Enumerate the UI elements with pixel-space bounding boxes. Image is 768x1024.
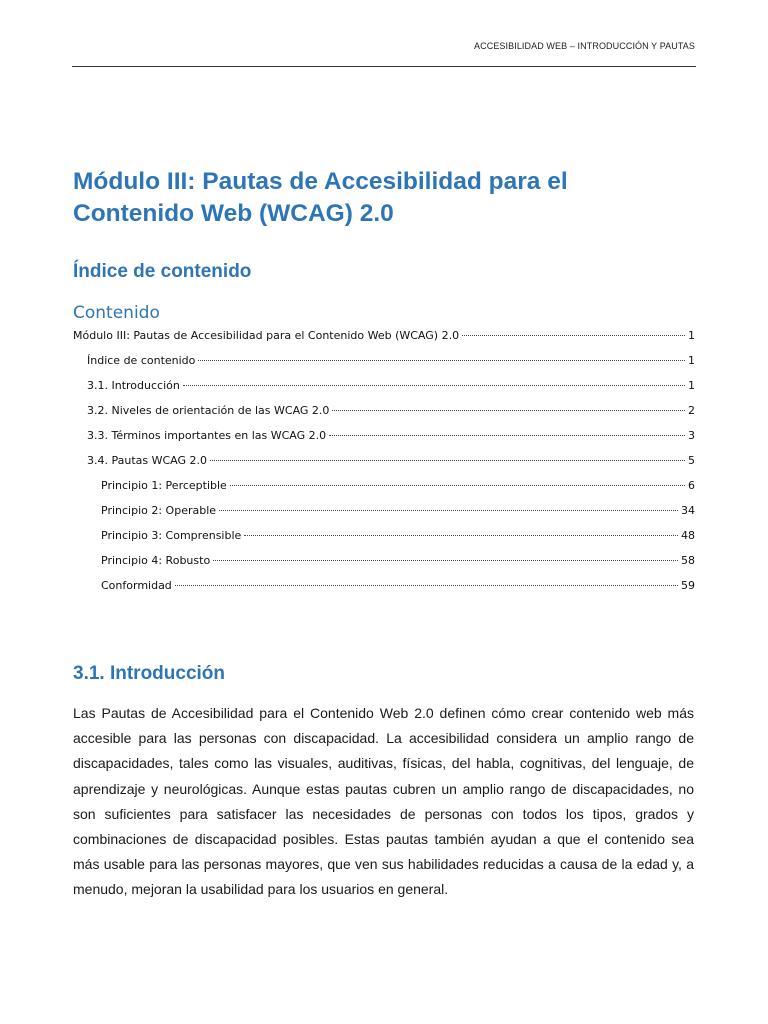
toc-entry-label: 3.3. Términos importantes en las WCAG 2.0 <box>87 429 327 442</box>
toc-page-number: 2 <box>688 404 695 417</box>
toc-entry-principio-1[interactable] <box>73 476 695 501</box>
toc-entry-label: Conformidad <box>101 579 172 592</box>
toc-dot-leader <box>213 560 678 561</box>
intro-paragraph: Las Pautas de Accesibilidad para el Contenido Web 2.0 definen cómo crear contenido web más accesible para las personas con discapacidad. La accesibilidad considera un amplio rango de discapacidades, tales como las visuales, auditivas, físicas, del habla, cognitivas, del lenguaje, de aprendizaje y neurológicas. Aunque estas pautas cubren un amplio rango de discapacidades, no son suficientes para satisfacer las necesidades de personas con todos los tipos, grados y combinaciones de discapacidad posibles. Estas pautas también ayudan a que el contenido sea más usable para las personas mayores, que ven sus habilidades reducidas a causa de la edad y, a menudo, mejoran la usabilidad para los usuarios en general. <box>73 705 694 898</box>
toc-dot-leader <box>175 585 678 586</box>
toc-entry-pautas[interactable] <box>73 451 695 476</box>
toc-page-number: 1 <box>688 329 695 342</box>
toc-dot-leader <box>183 385 685 386</box>
toc-entry-label: 3.4. Pautas WCAG 2.0 <box>87 454 208 467</box>
module-title: Módulo III: Pautas de Accesibilidad para el Contenido Web (WCAG) 2.0 <box>73 168 568 227</box>
toc-entry-principio-4[interactable] <box>73 551 695 576</box>
toc-entry-introduccion[interactable] <box>73 376 695 401</box>
toc-entry-indice[interactable] <box>73 351 695 376</box>
index-heading: Índice de contenido <box>73 261 252 282</box>
toc-entry-label: Principio 3: Comprensible <box>101 529 242 542</box>
toc-entry-label: Principio 2: Operable <box>101 504 217 517</box>
toc-page-number: 48 <box>681 529 695 542</box>
toc-entry-label: 3.2. Niveles de orientación de las WCAG 2.0 <box>87 404 330 417</box>
toc-dot-leader <box>210 460 685 461</box>
toc-entry-conformidad[interactable] <box>73 576 695 601</box>
toc-dot-leader <box>198 360 685 361</box>
toc-entry-label: 3.1. Introducción <box>87 379 180 392</box>
toc-entry-principio-2[interactable] <box>73 501 695 526</box>
toc-entry-niveles[interactable] <box>73 401 695 426</box>
toc-dot-leader <box>230 485 685 486</box>
header-rule <box>72 66 696 67</box>
running-header: ACCESIBILIDAD WEB – INTRODUCCIÓN Y PAUTAS <box>474 41 695 51</box>
toc-page-number: 1 <box>688 379 695 392</box>
toc-entry-terminos[interactable] <box>73 426 695 451</box>
toc-entry-label: Módulo III: Pautas de Accesibilidad para el Contenido Web (WCAG) 2.0 <box>73 329 460 342</box>
section-heading-introduccion: 3.1. Introducción <box>73 663 226 684</box>
toc-page-number: 5 <box>688 454 695 467</box>
table-of-contents <box>73 326 695 601</box>
toc-title: Contenido <box>73 303 160 323</box>
toc-dot-leader <box>332 410 685 411</box>
toc-page-number: 59 <box>681 579 695 592</box>
toc-entry-label: Índice de contenido <box>87 354 196 367</box>
toc-page-number: 6 <box>688 479 695 492</box>
toc-page-number: 34 <box>681 504 695 517</box>
toc-entry-label: Principio 1: Perceptible <box>101 479 227 492</box>
toc-page-number: 3 <box>688 429 695 442</box>
toc-dot-leader <box>329 435 685 436</box>
toc-dot-leader <box>462 335 685 336</box>
toc-dot-leader <box>244 535 678 536</box>
toc-dot-leader <box>219 510 678 511</box>
toc-entry-principio-3[interactable] <box>73 526 695 551</box>
toc-entry-module-iii[interactable] <box>73 326 695 351</box>
toc-entry-label: Principio 4: Robusto <box>101 554 211 567</box>
toc-page-number: 58 <box>681 554 695 567</box>
toc-page-number: 1 <box>688 354 695 367</box>
